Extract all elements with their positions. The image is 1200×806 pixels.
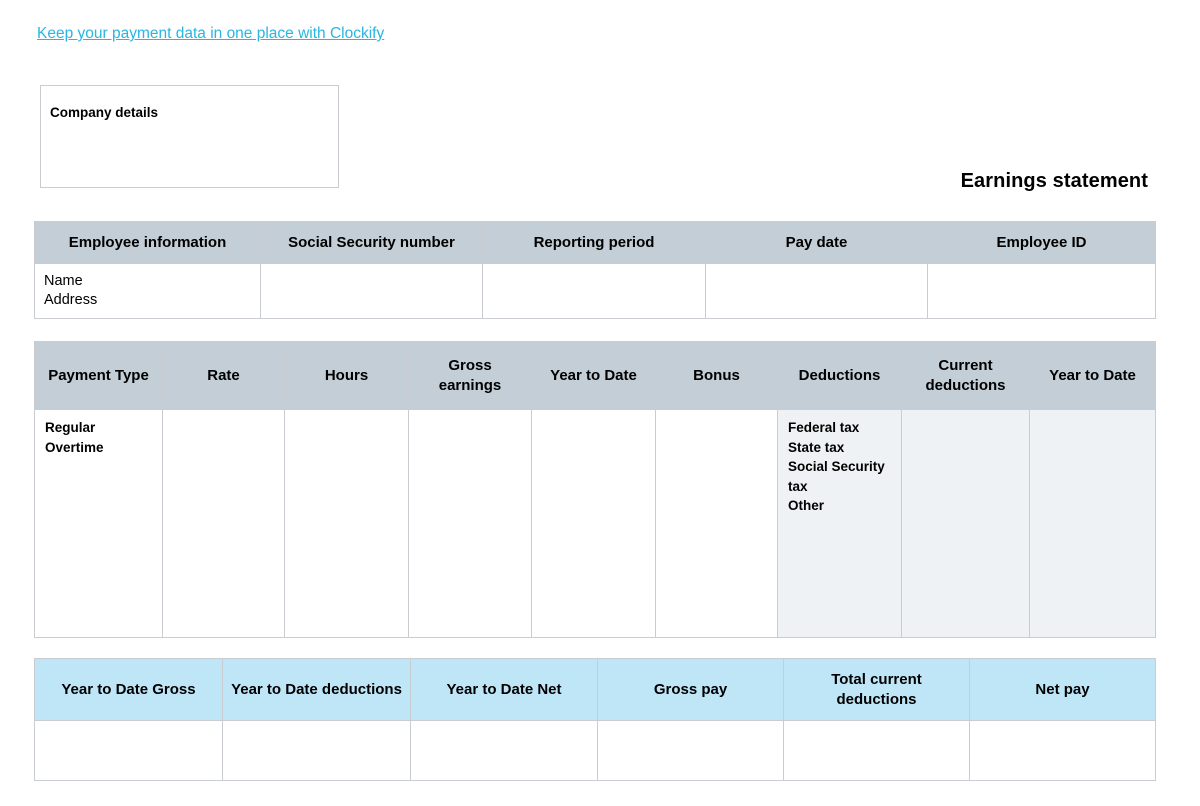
- employee-address-label: Address: [44, 292, 98, 308]
- column-header-ytd-gross: Year to Date Gross: [35, 659, 223, 721]
- column-header-gross-earnings: Gross earnings: [409, 342, 532, 410]
- cell-gross-earnings[interactable]: [409, 410, 532, 638]
- payment-type-overtime-label: Overtime: [45, 439, 104, 455]
- cell-gross-pay[interactable]: [598, 721, 784, 781]
- cell-payment-type[interactable]: [35, 410, 163, 638]
- company-details-box: [40, 85, 339, 188]
- table-row: [35, 721, 1156, 781]
- cell-bonus[interactable]: [656, 410, 778, 638]
- column-header-ytd-net: Year to Date Net: [411, 659, 598, 721]
- cell-ytd-net[interactable]: [411, 721, 598, 781]
- column-header-pay-date: Pay date: [706, 222, 928, 264]
- table-row: [35, 264, 1156, 319]
- column-header-hours: Hours: [285, 342, 409, 410]
- company-details-label: Company details: [50, 105, 159, 120]
- column-header-year-to-date-deductions: Year to Date: [1030, 342, 1156, 410]
- column-header-ytd-deductions: Year to Date deductions: [223, 659, 411, 721]
- table-row: [35, 410, 1156, 638]
- column-header-net-pay: Net pay: [970, 659, 1156, 721]
- column-header-gross-pay: Gross pay: [598, 659, 784, 721]
- cell-ytd-deductions[interactable]: [223, 721, 411, 781]
- table-header-row: [35, 222, 1156, 264]
- cell-employee-information[interactable]: [35, 264, 261, 319]
- deduction-social-security-tax-label: Social Security tax: [788, 459, 885, 494]
- deduction-other-label: Other: [788, 498, 825, 513]
- cell-ssn[interactable]: [261, 264, 483, 319]
- column-header-deductions: Deductions: [778, 342, 902, 410]
- deduction-state-tax-label: State tax: [788, 439, 845, 455]
- payment-type-regular-label: Regular: [45, 420, 96, 435]
- cell-total-current-deductions[interactable]: [784, 721, 970, 781]
- column-header-employee-id: Employee ID: [928, 222, 1156, 264]
- cell-hours[interactable]: [285, 410, 409, 638]
- column-header-ssn: Social Security number: [261, 222, 483, 264]
- cell-year-to-date-earnings[interactable]: [532, 410, 656, 638]
- cell-current-deductions[interactable]: [902, 410, 1030, 638]
- clockify-promo-link[interactable]: Keep your payment data in one place with Clockify: [37, 25, 385, 42]
- column-header-current-deductions: Current deductions: [902, 342, 1030, 410]
- column-header-employee-information: Employee information: [35, 222, 261, 264]
- column-header-rate: Rate: [163, 342, 285, 410]
- cell-year-to-date-deductions[interactable]: [1030, 410, 1156, 638]
- cell-pay-date[interactable]: [706, 264, 928, 319]
- cell-net-pay[interactable]: [970, 721, 1156, 781]
- cell-deductions[interactable]: [778, 410, 902, 638]
- cell-rate[interactable]: [163, 410, 285, 638]
- column-header-total-current-deductions: Total current deductions: [784, 659, 970, 721]
- deduction-federal-tax-label: Federal tax: [788, 420, 860, 435]
- column-header-year-to-date-earnings: Year to Date: [532, 342, 656, 410]
- column-header-payment-type: Payment Type: [35, 342, 163, 410]
- cell-reporting-period[interactable]: [483, 264, 706, 319]
- employee-name-label: Name: [44, 273, 83, 289]
- employee-information-table: [34, 221, 1156, 319]
- table-header-row: [35, 342, 1156, 410]
- cell-ytd-gross[interactable]: [35, 721, 223, 781]
- totals-table: [34, 658, 1156, 781]
- payment-details-table: [34, 341, 1156, 638]
- table-header-row: [35, 659, 1156, 721]
- column-header-bonus: Bonus: [656, 342, 778, 410]
- page-title: Earnings statement: [960, 170, 1148, 192]
- column-header-reporting-period: Reporting period: [483, 222, 706, 264]
- cell-employee-id[interactable]: [928, 264, 1156, 319]
